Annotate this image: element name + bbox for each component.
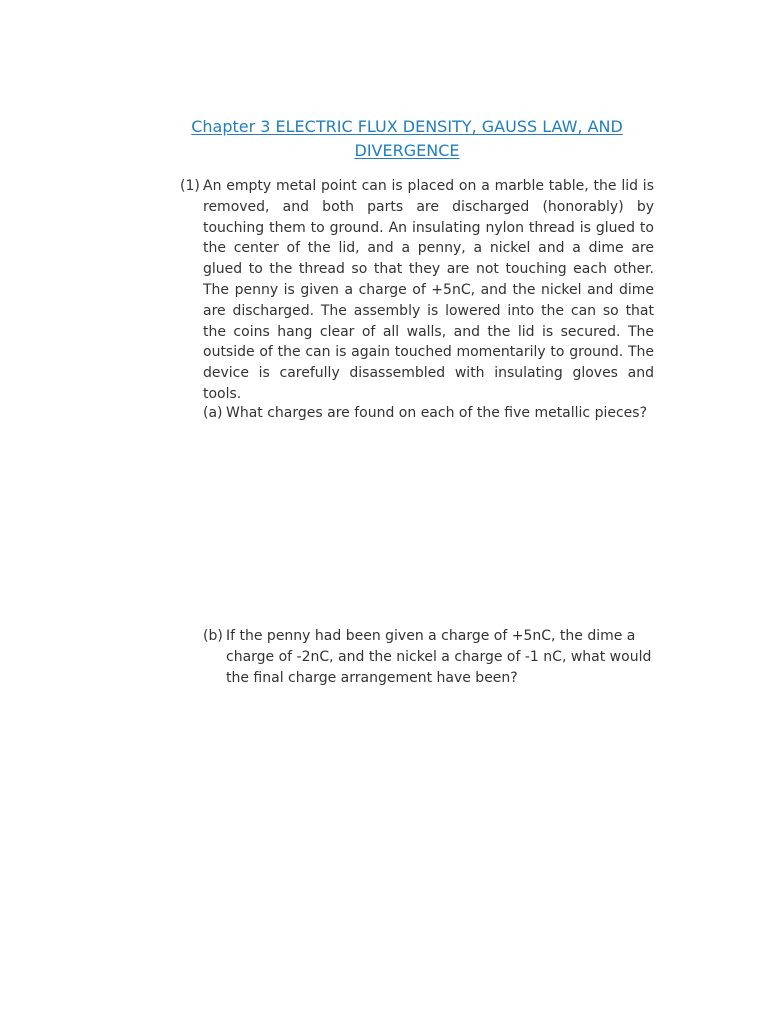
part-label: (b) <box>203 628 223 644</box>
question-text: An empty metal point can is placed on a marble table, the lid is removed, and both parts are discharged (honorably) by touching them to ground. An insulating nylon thread is glued to the center of the lid, and a penny, a nickel and a dime are glued to the thread so that they are not touching each other. The penny is given a charge of +5nC, and the nickel and dime are discharged. The assembly is lowered into the can so that the coins hang clear of all walls, and the lid is secured. The outside of the can is again touched momentarily to ground. The device is carefully disassembled with insulating gloves and tools. <box>203 178 654 402</box>
question-1-part-b <box>203 626 654 688</box>
question-1-part-a <box>203 403 654 424</box>
part-text: What charges are found on each of the five metallic pieces? <box>226 405 648 421</box>
part-label: (a) <box>203 405 223 421</box>
page-title: Chapter 3 ELECTRIC FLUX DENSITY, GAUSS LAW, AND DIVERGENCE <box>191 117 623 160</box>
question-number: (1) <box>180 178 200 194</box>
question-1 <box>180 176 654 405</box>
part-text: If the penny had been given a charge of +5nC, the dime a charge of -2nC, and the nickel a charge of -1 nC, what would the final charge arrangement have been? <box>226 628 652 686</box>
